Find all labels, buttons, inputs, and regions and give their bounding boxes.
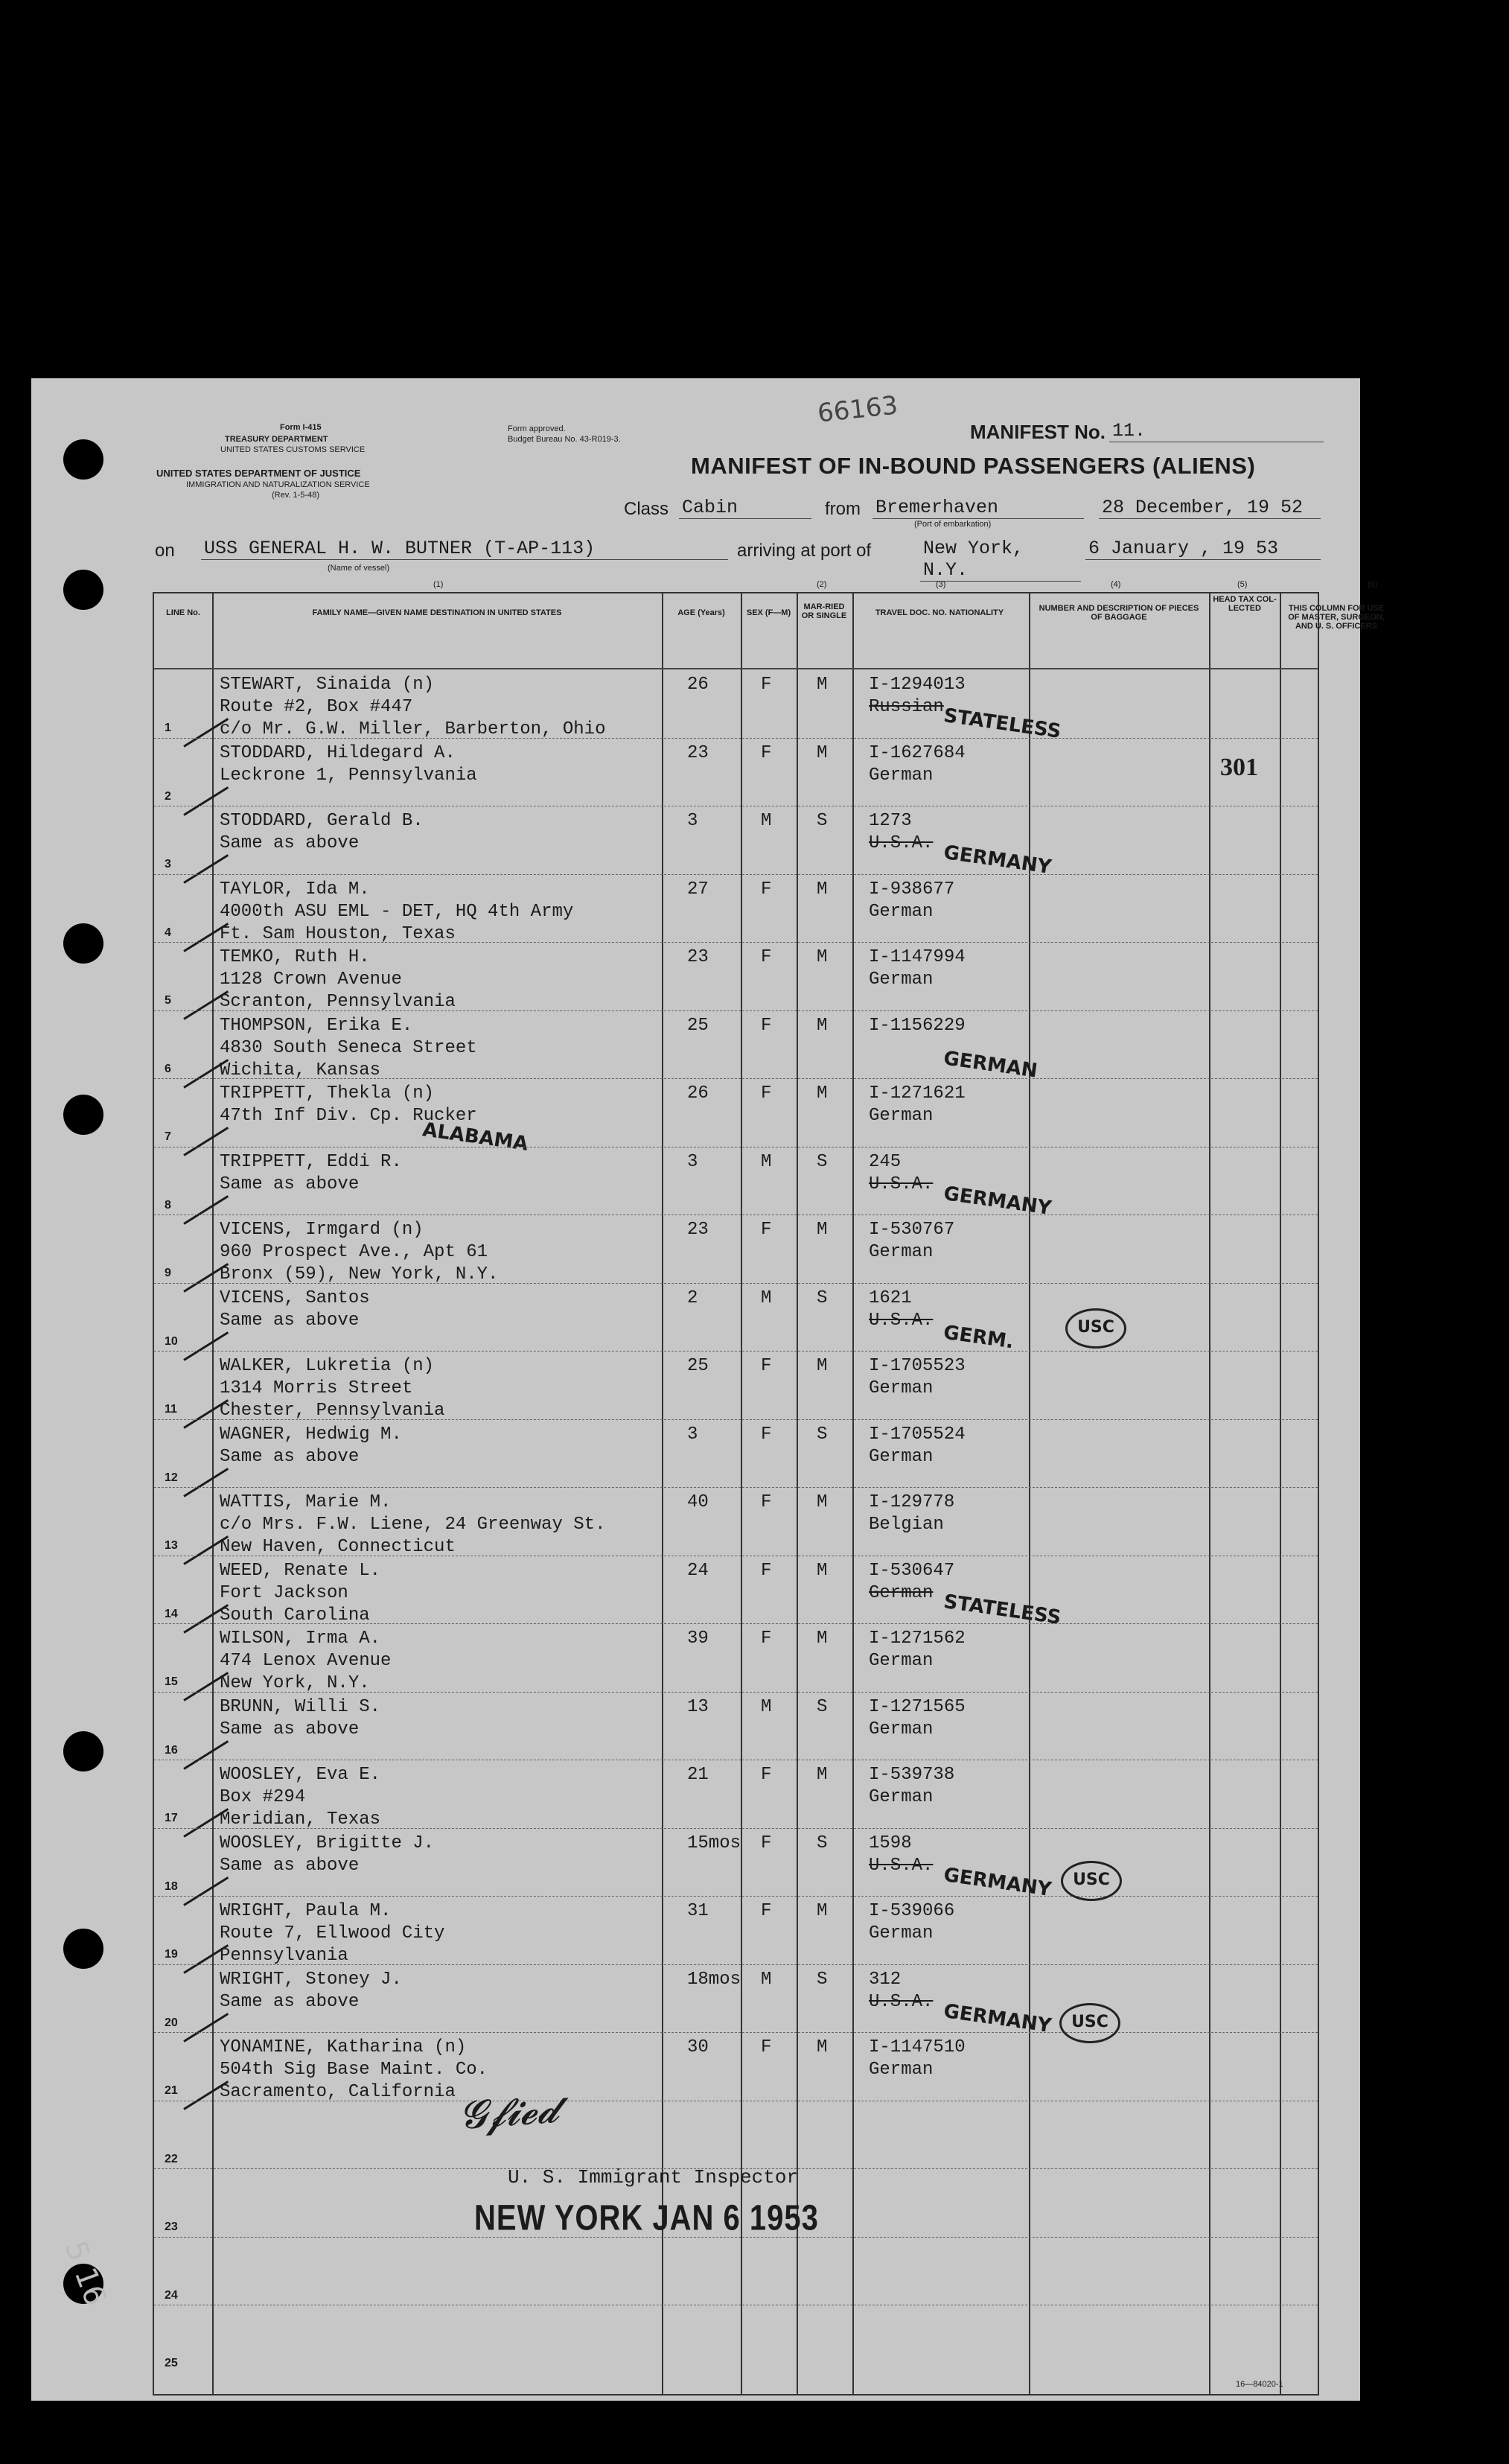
arriving-label: arriving at port of xyxy=(737,541,872,561)
passenger-name: WAGNER, Hedwig M. xyxy=(220,1424,402,1445)
destination-line: Bronx (59), New York, N.Y. xyxy=(220,1264,499,1284)
destination-line: 504th Sig Base Maint. Co. xyxy=(220,2060,488,2080)
handwritten-correction: GERMANY xyxy=(942,1182,1053,1220)
age-value: 13 xyxy=(687,1696,709,1717)
nationality: German xyxy=(869,1446,934,1467)
sex-value: F xyxy=(761,1765,772,1785)
nationality: German xyxy=(869,970,934,990)
line-number: 8 xyxy=(165,1198,171,1212)
nationality: German xyxy=(869,1651,934,1671)
sex-value: F xyxy=(761,1083,772,1104)
nationality: U.S.A. xyxy=(869,1310,934,1331)
binder-hole xyxy=(63,439,103,480)
line-number: 21 xyxy=(165,2084,178,2097)
sex-value: M xyxy=(761,1151,772,1172)
line-number: 15 xyxy=(165,1675,178,1688)
embark-caption: (Port of embarkation) xyxy=(914,520,992,529)
line-number: 11 xyxy=(165,1403,177,1416)
nationality: U.S.A. xyxy=(869,1991,934,2012)
nationality: German xyxy=(869,1787,934,1807)
marital-status: M xyxy=(817,1901,828,1921)
sex-value: F xyxy=(761,1901,772,1921)
sex-value: F xyxy=(761,2037,772,2057)
handwritten-correction: GERMAN xyxy=(942,1046,1039,1083)
col-num-4: (4) xyxy=(1111,580,1121,589)
handwritten-correction: STATELESS xyxy=(942,704,1062,743)
marital-status: M xyxy=(817,1083,828,1104)
manifest-no-value: 11. xyxy=(1109,420,1324,442)
handwritten-correction: GERMANY xyxy=(942,1863,1053,1901)
sex-value: F xyxy=(761,1424,772,1445)
travel-doc-number: I-1156229 xyxy=(869,1015,966,1036)
travel-doc-number: 312 xyxy=(869,1969,902,1990)
form-approved: Form approved. xyxy=(508,424,566,433)
marital-status: S xyxy=(817,1151,828,1172)
destination-line: Ft. Sam Houston, Texas xyxy=(220,923,456,944)
passenger-name: BRUNN, Willi S. xyxy=(220,1696,381,1717)
nationality: German xyxy=(869,1378,934,1398)
travel-doc-number: I-129778 xyxy=(869,1492,955,1512)
line-number: 23 xyxy=(165,2221,178,2233)
customs-service: UNITED STATES CUSTOMS SERVICE xyxy=(220,445,366,454)
destination-line: 47th Inf Div. Cp. Rucker xyxy=(220,1106,477,1126)
line-number: 19 xyxy=(165,1948,178,1961)
col-num-6: (6) xyxy=(1368,580,1378,589)
destination-line: 4000th ASU EML - DET, HQ 4th Army xyxy=(220,901,574,922)
destination-line: Fort Jackson xyxy=(220,1582,348,1603)
nationality: U.S.A. xyxy=(869,1174,934,1194)
nationality: Belgian xyxy=(869,1515,944,1535)
sex-value: M xyxy=(761,1696,772,1717)
col-married: MAR-RIED OR SINGLE xyxy=(801,602,847,620)
age-value: 2 xyxy=(687,1287,698,1308)
sex-value: M xyxy=(761,1969,772,1990)
class-value: Cabin xyxy=(679,497,811,519)
line-number: 20 xyxy=(165,2016,178,2029)
col-name: FAMILY NAME—GIVEN NAME DESTINATION IN UNITED STATES xyxy=(312,608,562,617)
destination-line: Same as above xyxy=(220,1446,360,1467)
passenger-name: THOMPSON, Erika E. xyxy=(220,1015,413,1036)
destination-line: Route #2, Box #447 xyxy=(220,697,413,717)
binder-hole xyxy=(63,923,103,964)
marital-status: S xyxy=(817,811,828,831)
revision: (Rev. 1-5-48) xyxy=(272,491,319,500)
handwritten-correction: STATELESS xyxy=(942,1590,1062,1629)
marital-status: M xyxy=(817,1560,828,1581)
binder-hole xyxy=(63,570,103,610)
passenger-name: WILSON, Irma A. xyxy=(220,1629,381,1649)
travel-doc-number: I-539738 xyxy=(869,1765,955,1785)
age-value: 30 xyxy=(687,2037,709,2057)
travel-doc-number: I-938677 xyxy=(869,879,955,900)
destination-line: Same as above xyxy=(220,1991,360,2012)
pencil-note: 66163 xyxy=(816,390,899,429)
destination-line: Scranton, Pennsylvania xyxy=(220,992,456,1012)
vessel-caption: (Name of vessel) xyxy=(328,564,390,573)
marital-status: M xyxy=(817,1356,828,1376)
margin-note: 5 16 xyxy=(57,2236,113,2311)
passenger-name: VICENS, Irmgard (n) xyxy=(220,1220,424,1240)
age-value: 23 xyxy=(687,947,709,967)
marital-status: M xyxy=(817,1629,828,1649)
manifest-no-label: MANIFEST No. xyxy=(970,421,1106,443)
nationality: U.S.A. xyxy=(869,833,934,853)
ins-label: IMMIGRATION AND NATURALIZATION SERVICE xyxy=(186,480,370,489)
handwritten-correction: GERM. xyxy=(942,1321,1015,1353)
marital-status: M xyxy=(817,1492,828,1512)
age-value: 26 xyxy=(687,675,709,695)
age-value: 27 xyxy=(687,879,709,900)
age-value: 3 xyxy=(687,1424,698,1445)
usc-mark xyxy=(1059,2003,1120,2043)
usc-text: USC xyxy=(1077,1318,1114,1337)
age-value: 21 xyxy=(687,1765,709,1785)
passenger-table xyxy=(153,580,1385,2395)
sex-value: F xyxy=(761,879,772,900)
sex-value: F xyxy=(761,1629,772,1649)
col-travel: TRAVEL DOC. NO. NATIONALITY xyxy=(875,608,1004,617)
nationality: German xyxy=(869,765,934,786)
age-value: 23 xyxy=(687,1220,709,1240)
nationality: U.S.A. xyxy=(869,1855,934,1876)
age-value: 3 xyxy=(687,811,698,831)
line-number: 3 xyxy=(165,858,171,870)
marital-status: M xyxy=(817,1765,828,1785)
marital-status: M xyxy=(817,947,828,967)
col-line: LINE No. xyxy=(166,608,200,617)
destination-line: 1128 Crown Avenue xyxy=(220,970,402,990)
marital-status: S xyxy=(817,1696,828,1717)
handwritten-correction: GERMANY xyxy=(942,1999,1053,2037)
line-number: 12 xyxy=(165,1471,178,1484)
passenger-name: TRIPPETT, Thekla (n) xyxy=(220,1083,435,1104)
line-number: 13 xyxy=(165,1539,178,1552)
age-value: 26 xyxy=(687,1083,709,1104)
marital-status: M xyxy=(817,879,828,900)
marital-status: S xyxy=(817,1969,828,1990)
nationality: German xyxy=(869,1106,934,1126)
passenger-name: STODDARD, Gerald B. xyxy=(220,811,424,831)
destination-line: Same as above xyxy=(220,833,360,853)
destination-line: c/o Mrs. F.W. Liene, 24 Greenway St. xyxy=(220,1515,606,1535)
age-value: 24 xyxy=(687,1560,709,1581)
line-number: 14 xyxy=(165,1607,178,1620)
line-number: 4 xyxy=(165,926,171,939)
form-number: Form I-415 xyxy=(280,423,322,432)
destination-line: Sacramento, California xyxy=(220,2082,456,2102)
line-number: 18 xyxy=(165,1879,178,1893)
nationality: German xyxy=(869,1242,934,1262)
age-value: 25 xyxy=(687,1015,709,1036)
nationality: German xyxy=(869,901,934,922)
handwritten-correction: ALABAMA xyxy=(421,1118,530,1156)
usc-text: USC xyxy=(1073,1871,1110,1889)
col-num-2: (2) xyxy=(817,580,827,589)
age-value: 23 xyxy=(687,742,709,763)
line-number: 24 xyxy=(165,2288,178,2302)
destination-line: Meridian, Texas xyxy=(220,1809,381,1830)
nationality: German xyxy=(869,1923,934,1943)
passenger-name: WALKER, Lukretia (n) xyxy=(220,1356,435,1376)
vessel-name: USS GENERAL H. W. BUTNER (T-AP-113) xyxy=(201,538,728,560)
travel-doc-number: 1621 xyxy=(869,1287,912,1308)
col-num-1: (1) xyxy=(433,580,444,589)
travel-doc-number: I-530767 xyxy=(869,1220,955,1240)
travel-doc-number: I-1627684 xyxy=(869,742,966,763)
destination-line: Same as above xyxy=(220,1174,360,1194)
passenger-name: VICENS, Santos xyxy=(220,1287,370,1308)
sex-value: M xyxy=(761,811,772,831)
usc-text: USC xyxy=(1071,2013,1108,2031)
destination-line: Wichita, Kansas xyxy=(220,1060,381,1080)
travel-doc-number: 1273 xyxy=(869,811,912,831)
destination-line: Box #294 xyxy=(220,1787,306,1807)
line-number: 22 xyxy=(165,2152,178,2165)
destination-line: Same as above xyxy=(220,1855,360,1876)
marital-status: S xyxy=(817,1833,828,1853)
marital-status: M xyxy=(817,675,828,695)
signature: 𝓖𝓯𝓲𝓮𝓭 xyxy=(458,2086,561,2139)
footer-code: 16—84020-1 xyxy=(1236,2380,1283,2389)
sex-value: F xyxy=(761,1220,772,1240)
justice-dept: UNITED STATES DEPARTMENT OF JUSTICE xyxy=(156,468,361,479)
line-number: 17 xyxy=(165,1812,178,1824)
passenger-name: STODDARD, Hildegard A. xyxy=(220,742,456,763)
passenger-name: STEWART, Sinaida (n) xyxy=(220,675,435,695)
col-num-3: (3) xyxy=(936,580,946,589)
col-tax: HEAD TAX COL-LECTED xyxy=(1213,595,1277,613)
col-baggage: NUMBER AND DESCRIPTION OF PIECES OF BAGGAGE xyxy=(1039,604,1199,622)
travel-doc-number: I-1705524 xyxy=(869,1424,966,1445)
passenger-name: YONAMINE, Katharina (n) xyxy=(220,2037,467,2057)
class-label: Class xyxy=(624,499,669,519)
inspector-title: U. S. Immigrant Inspector xyxy=(508,2166,799,2188)
line-number: 10 xyxy=(165,1334,178,1348)
destination-line: Same as above xyxy=(220,1310,360,1331)
nationality: German xyxy=(869,1719,934,1739)
travel-doc-number: I-539066 xyxy=(869,1901,955,1921)
passenger-name: WOOSLEY, Brigitte J. xyxy=(220,1833,435,1853)
travel-doc-number: 245 xyxy=(869,1151,902,1172)
manifest-title: MANIFEST OF IN-BOUND PASSENGERS (ALIENS) xyxy=(691,453,1256,479)
line-number: 9 xyxy=(165,1267,171,1279)
travel-doc-number: I-1294013 xyxy=(869,675,966,695)
sex-value: F xyxy=(761,1015,772,1036)
destination-line: Route 7, Ellwood City xyxy=(220,1923,445,1943)
sex-value: F xyxy=(761,675,772,695)
age-value: 40 xyxy=(687,1492,709,1512)
passenger-name: TAYLOR, Ida M. xyxy=(220,879,370,900)
destination-line: South Carolina xyxy=(220,1605,370,1626)
count-301: 301 xyxy=(1220,754,1258,781)
age-value: 31 xyxy=(687,1901,709,1921)
travel-doc-number: I-1271621 xyxy=(869,1083,966,1104)
nationality: German xyxy=(869,2060,934,2080)
destination-line: New Haven, Connecticut xyxy=(220,1537,456,1557)
destination-line: 474 Lenox Avenue xyxy=(220,1651,392,1671)
arrival-port: New York, N.Y. xyxy=(920,538,1081,582)
sex-value: F xyxy=(761,1560,772,1581)
passenger-name: WRIGHT, Stoney J. xyxy=(220,1969,402,1990)
passenger-name: WOOSLEY, Eva E. xyxy=(220,1765,381,1785)
sex-value: F xyxy=(761,742,772,763)
usc-mark xyxy=(1065,1308,1126,1349)
line-number: 2 xyxy=(165,789,171,803)
age-value: 15mos xyxy=(687,1833,741,1853)
from-label: from xyxy=(825,499,861,519)
treasury-dept: TREASURY DEPARTMENT xyxy=(225,435,328,444)
nationality: German xyxy=(869,1582,934,1603)
marital-status: M xyxy=(817,742,828,763)
passenger-name: TRIPPETT, Eddi R. xyxy=(220,1151,402,1172)
travel-doc-number: I-1705523 xyxy=(869,1356,966,1376)
line-number: 1 xyxy=(165,722,171,734)
marital-status: M xyxy=(817,1220,828,1240)
binder-hole xyxy=(63,1095,103,1135)
passenger-name: TEMKO, Ruth H. xyxy=(220,947,370,967)
travel-doc-number: I-1271562 xyxy=(869,1629,966,1649)
age-value: 39 xyxy=(687,1629,709,1649)
destination-line: 4830 South Seneca Street xyxy=(220,1037,477,1058)
line-number: 16 xyxy=(165,1743,178,1757)
travel-doc-number: I-1147510 xyxy=(869,2037,966,2057)
age-value: 18mos xyxy=(687,1969,741,1990)
col-sex: SEX (F—M) xyxy=(746,608,791,617)
destination-line: 1314 Morris Street xyxy=(220,1378,413,1398)
travel-doc-number: I-1271565 xyxy=(869,1696,966,1717)
travel-doc-number: I-1147994 xyxy=(869,947,966,967)
sex-value: F xyxy=(761,1492,772,1512)
departure-date: 28 December, 19 52 xyxy=(1099,497,1321,519)
usc-mark xyxy=(1061,1861,1122,1901)
destination-line: New York, N.Y. xyxy=(220,1673,370,1693)
col-officers: THIS COLUMN FOR USE OF MASTER, SURGEON, AND U. S. OFFICERS xyxy=(1288,604,1385,631)
binder-hole xyxy=(63,1929,103,1969)
passenger-name: WATTIS, Marie M. xyxy=(220,1492,392,1512)
destination-line: Chester, Pennsylvania xyxy=(220,1401,445,1421)
line-number: 6 xyxy=(165,1062,171,1075)
destination-line: Leckrone 1, Pennsylvania xyxy=(220,765,477,786)
binder-hole xyxy=(63,1731,103,1771)
sex-value: M xyxy=(761,1287,772,1308)
marital-status: M xyxy=(817,2037,828,2057)
sex-value: F xyxy=(761,1356,772,1376)
age-value: 25 xyxy=(687,1356,709,1376)
travel-doc-number: 1598 xyxy=(869,1833,912,1853)
arrival-date: 6 January , 19 53 xyxy=(1085,538,1321,560)
line-number: 25 xyxy=(165,2357,178,2369)
line-number: 5 xyxy=(165,994,171,1007)
sex-value: F xyxy=(761,1833,772,1853)
destination-line: c/o Mr. G.W. Miller, Barberton, Ohio xyxy=(220,719,606,739)
date-stamp: NEW YORK JAN 6 1953 xyxy=(474,2198,819,2238)
destination-line: 960 Prospect Ave., Apt 61 xyxy=(220,1242,488,1262)
marital-status: S xyxy=(817,1287,828,1308)
col-num-5: (5) xyxy=(1237,580,1248,589)
line-number: 7 xyxy=(165,1130,171,1143)
budget-bureau: Budget Bureau No. 43-R019-3. xyxy=(508,435,621,444)
passenger-name: WRIGHT, Paula M. xyxy=(220,1901,392,1921)
embark-port: Bremerhaven xyxy=(872,497,1084,519)
nationality: Russian xyxy=(869,697,944,717)
sex-value: F xyxy=(761,947,772,967)
handwritten-correction: GERMANY xyxy=(942,841,1053,879)
destination-line: Pennsylvania xyxy=(220,1946,348,1966)
marital-status: S xyxy=(817,1424,828,1445)
passenger-name: WEED, Renate L. xyxy=(220,1560,381,1581)
travel-doc-number: I-530647 xyxy=(869,1560,955,1581)
on-label: on xyxy=(155,541,175,561)
age-value: 3 xyxy=(687,1151,698,1172)
destination-line: Same as above xyxy=(220,1719,360,1739)
marital-status: M xyxy=(817,1015,828,1036)
col-age: AGE (Years) xyxy=(677,608,725,617)
